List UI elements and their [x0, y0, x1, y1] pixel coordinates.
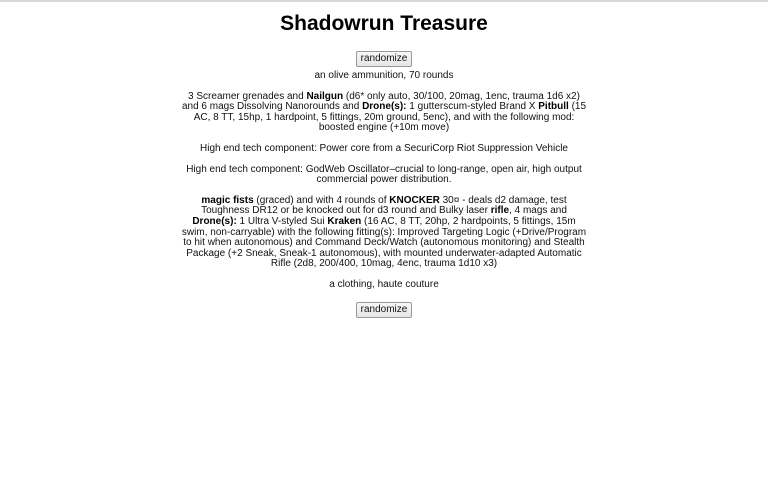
item-keyword: Drone(s): — [192, 215, 237, 227]
treasure-item — [179, 196, 589, 270]
item-text: 30¤ - deals d2 damage, test Toughness DR12 or be knocked out for d3 round and Bulky laser — [201, 194, 567, 217]
page-title: Shadowrun Treasure — [280, 12, 488, 35]
item-text: 1 gutterscum-styled Brand X — [406, 101, 539, 113]
item-keyword: Kraken — [327, 215, 362, 227]
item-text: 1 Ultra V-styled Sui — [236, 215, 328, 227]
item-keyword: magic fists — [201, 194, 254, 206]
item-keyword: Pitbull — [538, 101, 569, 113]
item-text: High end tech component: GodWeb Oscillator–crucial to long-range, open air, high output commercial power distribution. — [186, 163, 582, 186]
item-text: 3 Screamer grenades and — [188, 90, 307, 102]
item-text: a clothing, haute couture — [329, 278, 439, 290]
item-text: , 4 mags and — [509, 205, 567, 217]
treasure-page — [179, 12, 589, 315]
item-keyword: KNOCKER — [389, 194, 440, 206]
top-button-row — [179, 48, 589, 64]
randomize-button-top[interactable]: randomize — [356, 51, 413, 67]
treasure-item — [179, 280, 589, 291]
item-text: (graced) and with 4 rounds of — [253, 194, 390, 206]
item-text: an olive ammunition, 70 rounds — [314, 70, 454, 81]
treasure-list — [179, 71, 589, 291]
treasure-item — [179, 165, 589, 186]
item-keyword: Nailgun — [306, 90, 344, 102]
treasure-item — [179, 144, 589, 155]
item-text: (d6* only auto, 30/100, 20mag, 1enc, trauma 1d6 x2) and 6 mags Dissolving Nanorounds and — [181, 90, 580, 113]
item-keyword: rifle — [490, 205, 510, 217]
item-text: (15 AC, 8 TT, 15hp, 1 hardpoint, 5 fittings, 20m ground, 5enc), and with the following mod: boosted engine (+10m move) — [193, 101, 587, 134]
item-text: High end tech component: Power core from a SecuriCorp Riot Suppression Vehicle — [200, 142, 568, 154]
treasure-item — [179, 71, 589, 82]
randomize-button-bottom[interactable]: randomize — [356, 302, 413, 318]
treasure-item — [179, 92, 589, 134]
item-text: (16 AC, 8 TT, 20hp, 2 hardpoints, 5 fittings, 15m swim, non-carryable) with the following fitting(s): Improved Targeting Logic (+Drive/Program to hit when autonomous) and Command Deck/Watch (autonomous monitoring) and Stealth Package (+2 Sneak, Sneak-1 autonomous), with mounted underwater-adapted Automatic Rifle (2d8, 200/400, 10mag, 4enc, trauma 1d10 x3) — [181, 215, 587, 270]
item-keyword: Drone(s): — [362, 101, 407, 113]
bottom-button-row — [179, 299, 589, 315]
